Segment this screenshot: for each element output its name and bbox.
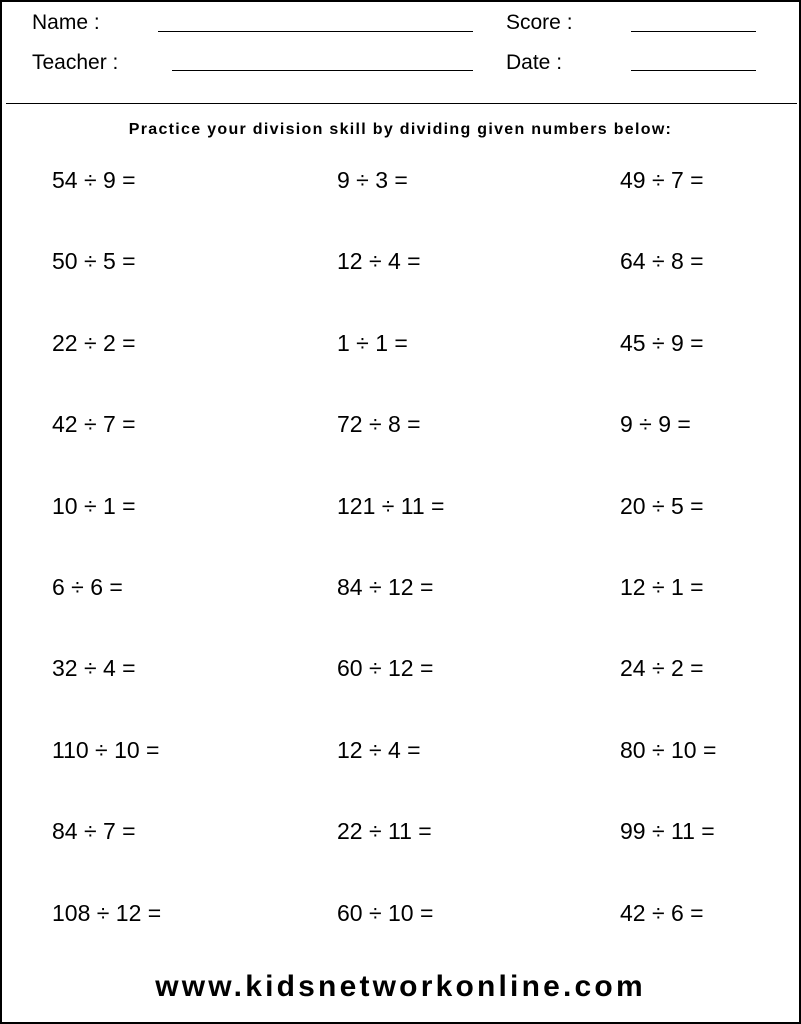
division-problem: 110 ÷ 10 = <box>52 736 160 763</box>
name-line <box>158 31 473 32</box>
division-problem: 84 ÷ 12 = <box>337 574 434 600</box>
teacher-line <box>172 70 473 71</box>
division-problem: 12 ÷ 4 = <box>337 248 421 275</box>
division-problem: 50 ÷ 5 = <box>52 248 136 275</box>
division-problem: 10 ÷ 1 = <box>52 492 136 519</box>
date-label: Date : <box>506 51 563 74</box>
header-divider <box>6 103 797 104</box>
instructions: Practice your division skill by dividing given numbers below: <box>128 121 673 138</box>
division-problem: 22 ÷ 11 = <box>337 818 432 845</box>
website-footer: www.kidsnetworkonline.com <box>155 970 646 1003</box>
division-problem: 20 ÷ 5 = <box>620 492 704 519</box>
name-label: Name : <box>32 11 100 34</box>
division-problem: 42 ÷ 7 = <box>52 411 136 438</box>
division-problem: 1 ÷ 1 = <box>337 329 408 356</box>
score-line <box>631 31 756 32</box>
division-problem: 22 ÷ 2 = <box>52 329 136 356</box>
division-problem: 64 ÷ 8 = <box>620 248 704 275</box>
division-problem: 49 ÷ 7 = <box>620 167 704 193</box>
division-problem: 80 ÷ 10 = <box>620 736 717 763</box>
score-label: Score : <box>506 11 573 34</box>
division-problem: 84 ÷ 7 = <box>52 818 136 845</box>
division-problem: 60 ÷ 10 = <box>337 899 434 926</box>
division-problem: 99 ÷ 11 = <box>620 818 715 845</box>
division-problem: 54 ÷ 9 = <box>52 167 136 193</box>
teacher-label: Teacher : <box>32 51 119 74</box>
division-problem: 9 ÷ 3 = <box>337 167 408 193</box>
division-problem: 121 ÷ 11 = <box>337 492 445 519</box>
division-problem: 6 ÷ 6 = <box>52 574 123 600</box>
division-problem: 12 ÷ 4 = <box>337 736 421 763</box>
date-line <box>631 70 756 71</box>
division-problem: 42 ÷ 6 = <box>620 899 704 926</box>
division-problem: 9 ÷ 9 = <box>620 411 691 438</box>
division-problem: 12 ÷ 1 = <box>620 574 704 600</box>
division-problem: 24 ÷ 2 = <box>620 655 704 682</box>
division-problem: 32 ÷ 4 = <box>52 655 136 682</box>
division-problem: 72 ÷ 8 = <box>337 411 421 438</box>
division-problem: 108 ÷ 12 = <box>52 899 162 926</box>
division-problem: 45 ÷ 9 = <box>620 329 704 356</box>
division-problem: 60 ÷ 12 = <box>337 655 434 682</box>
